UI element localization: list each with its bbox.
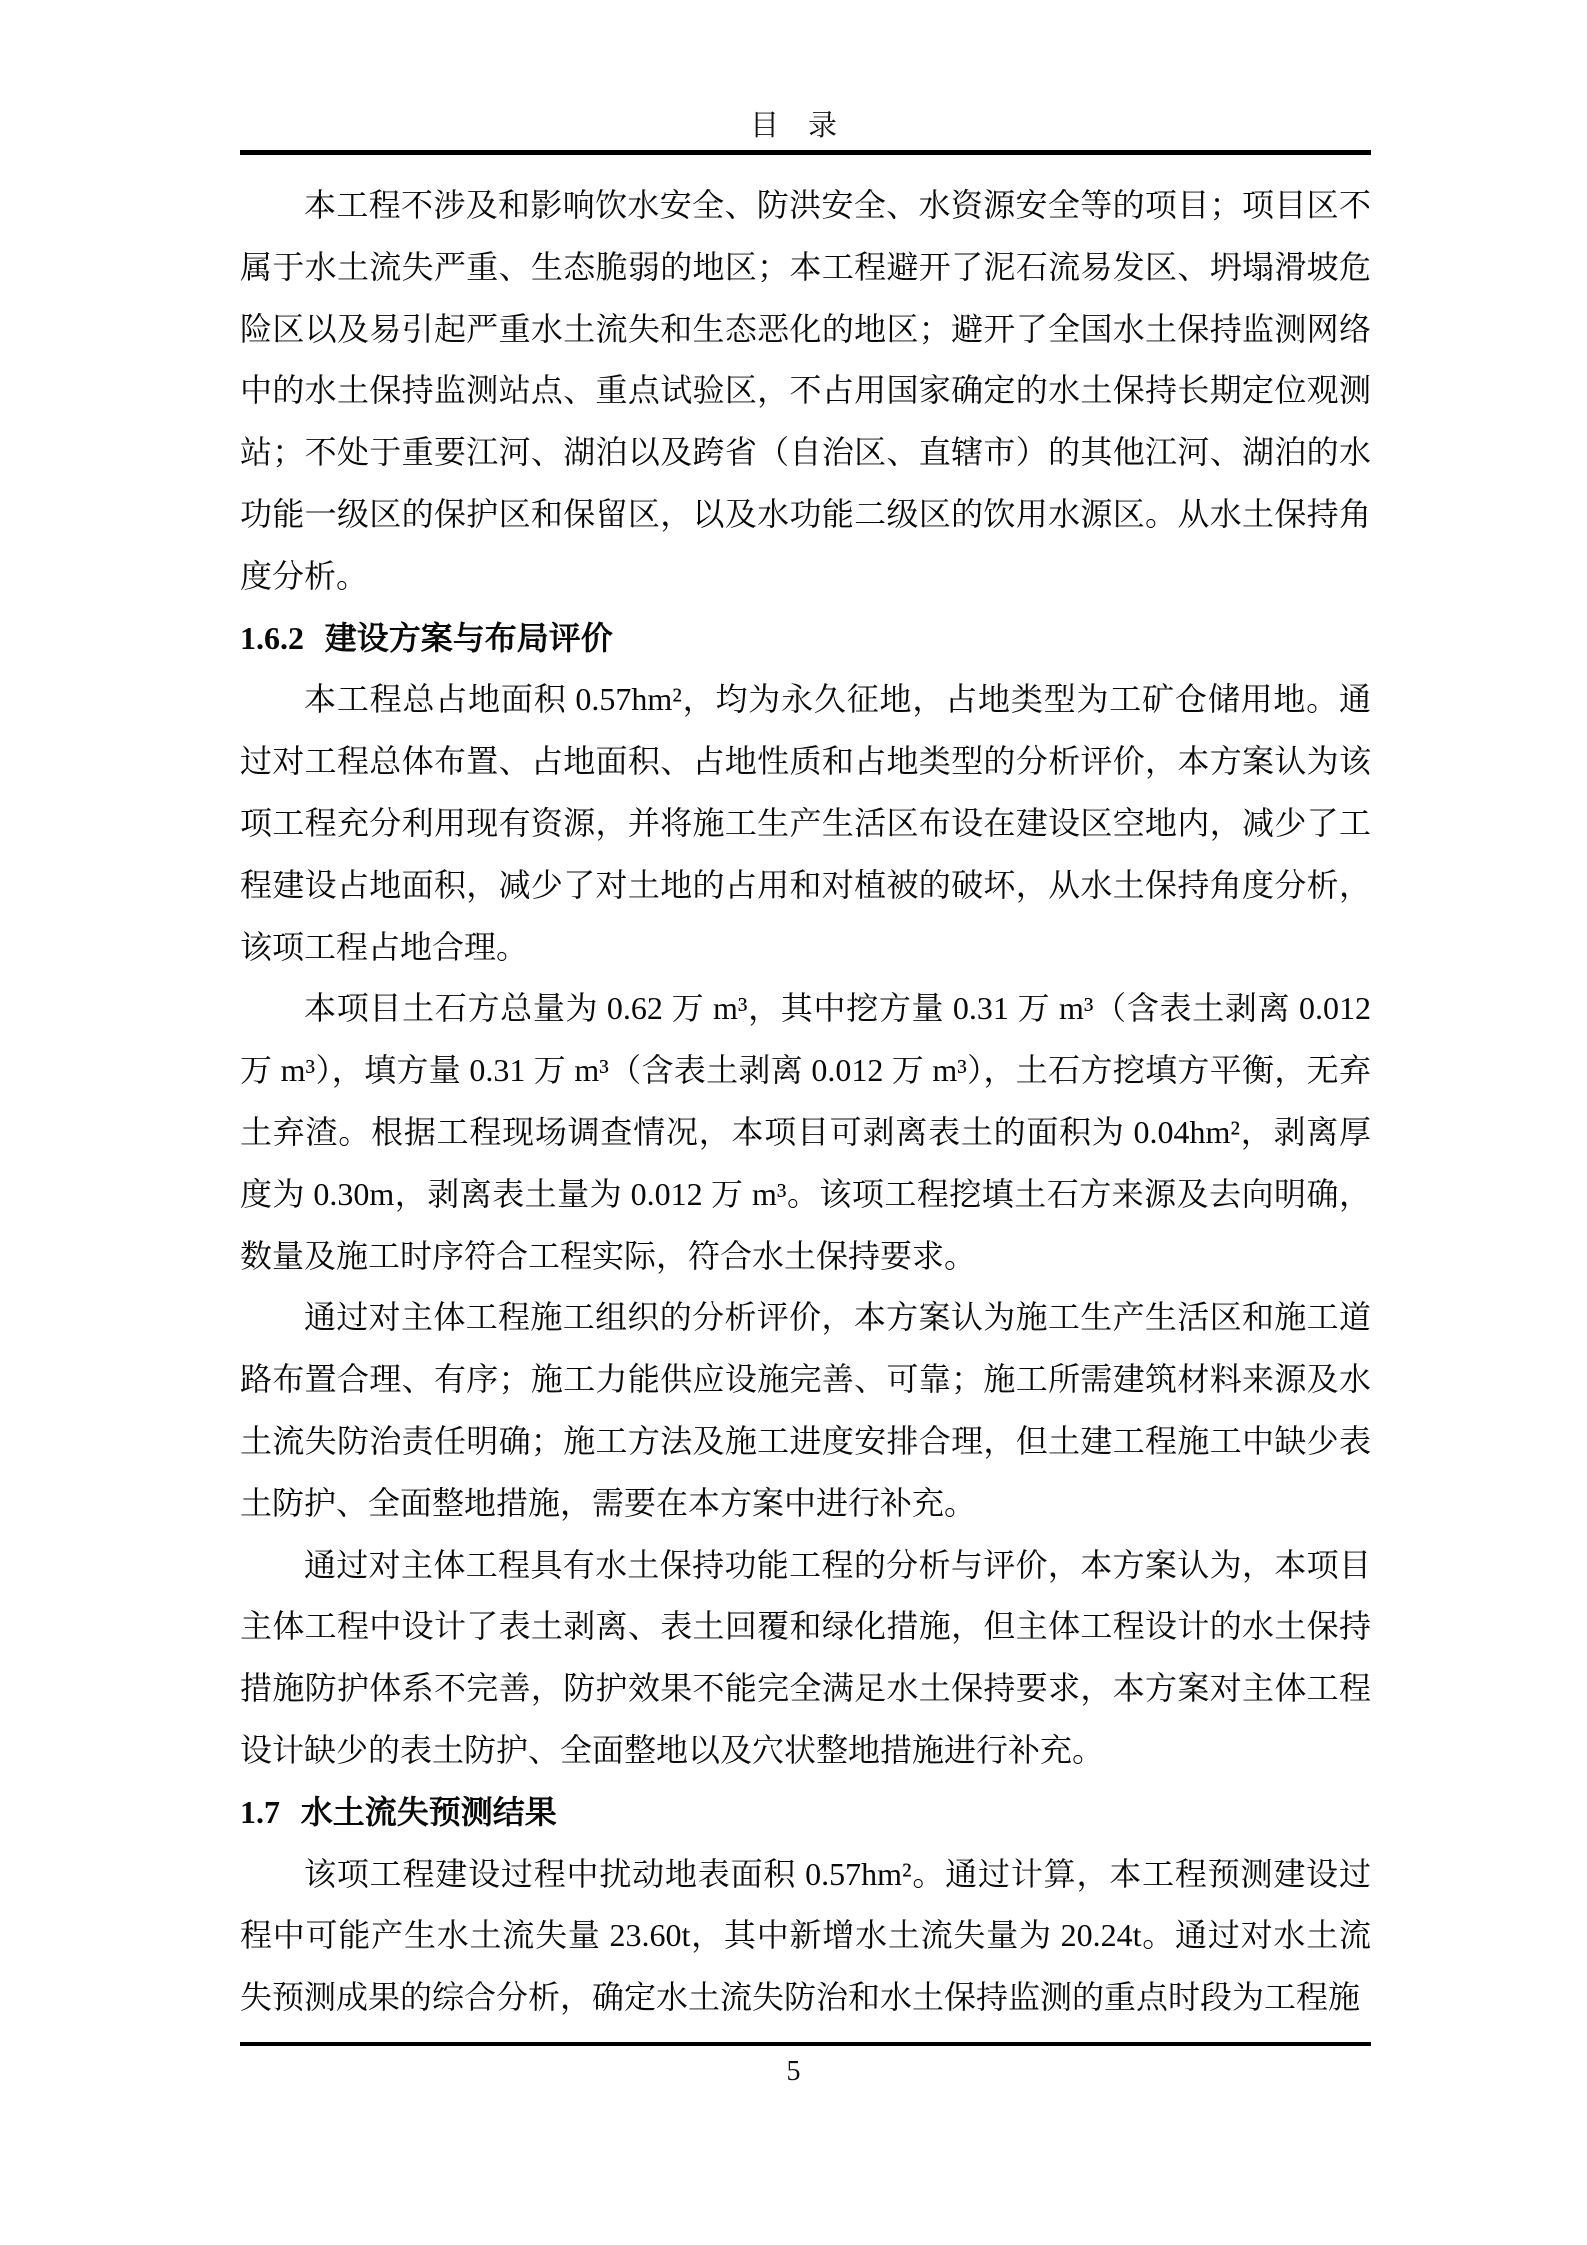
footer-divider xyxy=(240,2042,1371,2046)
paragraph-earthwork-volume: 本项目土石方总量为 0.62 万 m³，其中挖方量 0.31 万 m³（含表土剥离 0.012 万 m³），填方量 0.31 万 m³（含表土剥离 0.012 万 m³），土石方挖填方平衡，无弃土弃渣。根据工程现场调查情况，本项目可剥离表土的面积为 0.04hm²，剥离厚度为 0.30m，剥离表土量为 0.012 万 m³。该项工程挖填土石方来源及去向明确，数量及施工时序符合工程实际，符合水土保持要求。 xyxy=(240,990,1371,1274)
paragraph-site-constraints: 本工程不涉及和影响饮水安全、防洪安全、水资源安全等的项目；项目区不属于水土流失严重、生态脆弱的地区；本工程避开了泥石流易发区、坍塌滑坡危险区以及易引起严重水土流失和生态恶化的地区；避开了全国水土保持监测网络中的水土保持监测站点、重点试验区，不占用国家确定的水土保持长期定位观测站；不处于重要江河、湖泊以及跨省（自治区、直辖市）的其他江河、湖泊的水功能一级区的保护区和保留区，以及水功能二级区的饮用水源区。从水土保持角度分析。 xyxy=(240,187,1371,594)
paragraph-erosion-prediction: 该项工程建设过程中扰动地表面积 0.57hm²。通过计算，本工程预测建设过程中可能产生水土流失量 23.60t，其中新增水土流失量为 20.24t。通过对水土流失预测成果的综合分析，确定水土流失防治和水土保持监测的重点时段为工程施 xyxy=(240,1855,1371,2016)
document-body xyxy=(240,175,1371,2029)
paragraph-land-occupation: 本工程总占地面积 0.57hm²，均为永久征地，占地类型为工矿仓储用地。通过对工程总体布置、占地面积、占地性质和占地类型的分析评价，本方案认为该项工程充分利用现有资源，并将施工生产生活区布设在建设区空地内，减少了工程建设占地面积，减少了对土地的占用和对植被的破坏，从水土保持角度分析，该项工程占地合理。 xyxy=(240,681,1371,965)
section-title: 建设方案与布局评价 xyxy=(324,619,613,656)
section-title: 水土流失预测结果 xyxy=(300,1793,557,1830)
header-divider xyxy=(240,150,1371,155)
page-number: 5 xyxy=(786,2056,801,2087)
paragraph-construction-organization: 通过对主体工程施工组织的分析评价，本方案认为施工生产生活区和施工道路布置合理、有序；施工力能供应设施完善、可靠；施工所需建筑材料来源及水土流失防治责任明确；施工方法及施工进度安排合理，但土建工程施工中缺少表土防护、全面整地措施，需要在本方案中进行补充。 xyxy=(240,1299,1371,1521)
section-number: 1.6.2 xyxy=(240,619,304,656)
section-heading-1-6-2 xyxy=(240,608,1371,670)
paragraph-soil-conservation-function: 通过对主体工程具有水土保持功能工程的分析与评价，本方案认为，本项目主体工程中设计了表土剥离、表土回覆和绿化措施，但主体工程设计的水土保持措施防护体系不完善，防护效果不能完全满足水土保持要求，本方案对主体工程设计缺少的表土防护、全面整地以及穴状整地措施进行补充。 xyxy=(240,1546,1371,1768)
section-number: 1.7 xyxy=(240,1793,280,1830)
page-header-title: 目 录 xyxy=(749,110,837,142)
section-heading-1-7 xyxy=(240,1782,1371,1844)
